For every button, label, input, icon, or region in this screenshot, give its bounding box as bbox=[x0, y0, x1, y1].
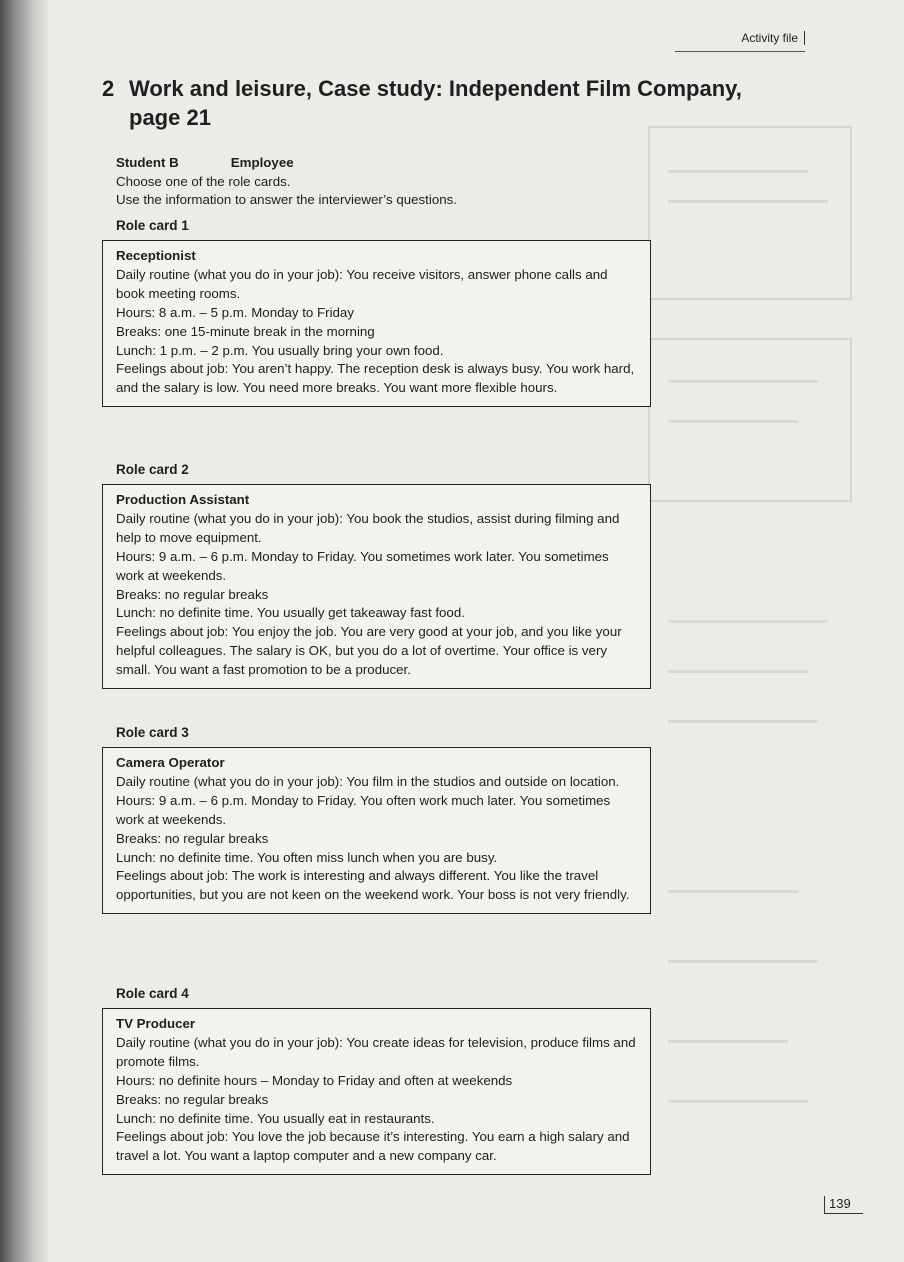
intro-block bbox=[116, 154, 656, 210]
role-card-title: Production Assistant bbox=[116, 492, 250, 507]
role-card-3-label: Role card 3 bbox=[116, 725, 189, 740]
role-card-line: Breaks: no regular breaks bbox=[116, 586, 269, 602]
role-card-1-label: Role card 1 bbox=[116, 218, 189, 233]
bleed-through-background bbox=[648, 60, 904, 1220]
intro-instruction-2: Use the information to answer the interviewer’s questions. bbox=[116, 192, 457, 207]
role-card-title: Camera Operator bbox=[116, 755, 225, 770]
role-card-line: Hours: 8 a.m. – 5 p.m. Monday to Friday bbox=[116, 304, 354, 320]
role-card-line: Lunch: 1 p.m. – 2 p.m. You usually bring your own food. bbox=[116, 342, 444, 358]
role-card-line: Feelings about job: You enjoy the job. You are very good at your job, and you like your helpful colleagues. The salary is OK, but you do a lot of overtime. Your office is very small. You want a fast promotion to be a producer. bbox=[116, 624, 622, 678]
header-text: Activity file bbox=[741, 31, 805, 45]
role-card-line: Breaks: no regular breaks bbox=[116, 830, 269, 846]
role-label: Employee bbox=[230, 155, 294, 170]
section-title-line1: Work and leisure, Case study: Independent Film Company, bbox=[129, 76, 742, 101]
role-card-line: Breaks: one 15-minute break in the morning bbox=[116, 323, 375, 339]
section-heading bbox=[102, 74, 742, 132]
role-card-line: Lunch: no definite time. You usually eat in restaurants. bbox=[116, 1110, 435, 1126]
role-card-4 bbox=[102, 1008, 651, 1175]
role-card-1 bbox=[102, 240, 651, 407]
role-card-line: Hours: 9 a.m. – 6 p.m. Monday to Friday. You sometimes work later. You sometimes work at weekends. bbox=[116, 548, 609, 583]
role-card-line: Hours: no definite hours – Monday to Friday and often at weekends bbox=[116, 1072, 513, 1088]
book-spine-shadow bbox=[0, 0, 48, 1262]
role-card-title: Receptionist bbox=[116, 248, 196, 263]
student-label: Student B bbox=[116, 155, 179, 170]
page-number: 139 bbox=[824, 1196, 863, 1214]
role-card-2-label: Role card 2 bbox=[116, 462, 189, 477]
role-card-line: Feelings about job: You love the job because it’s interesting. You earn a high salary and travel a lot. You want a laptop computer and a new company car. bbox=[116, 1129, 630, 1164]
role-card-title: TV Producer bbox=[116, 1016, 196, 1031]
section-number: 2 bbox=[102, 76, 115, 101]
role-card-2 bbox=[102, 484, 651, 689]
role-card-line: Feelings about job: You aren’t happy. The reception desk is always busy. You work hard, and the salary is low. You need more breaks. You want more flexible hours. bbox=[116, 361, 635, 396]
role-card-line: Lunch: no definite time. You often miss lunch when you are busy. bbox=[116, 849, 498, 865]
role-card-line: Lunch: no definite time. You usually get takeaway fast food. bbox=[116, 605, 465, 621]
role-card-line: Daily routine (what you do in your job): You create ideas for television, produce films and promote films. bbox=[116, 1034, 636, 1069]
role-card-line: Hours: 9 a.m. – 6 p.m. Monday to Friday. You often work much later. You sometimes work at weekends. bbox=[116, 792, 611, 827]
role-card-line: Daily routine (what you do in your job): You book the studios, assist during filming and help to move equipment. bbox=[116, 510, 620, 545]
running-header bbox=[675, 31, 805, 52]
role-card-line: Breaks: no regular breaks bbox=[116, 1091, 269, 1107]
role-card-line: Daily routine (what you do in your job): You receive visitors, answer phone calls and book meeting rooms. bbox=[116, 266, 608, 301]
role-card-line: Daily routine (what you do in your job): You film in the studios and outside on location. bbox=[116, 773, 620, 789]
role-card-3 bbox=[102, 747, 651, 914]
role-card-4-label: Role card 4 bbox=[116, 986, 189, 1001]
section-title-line2: page 21 bbox=[129, 105, 211, 130]
role-card-line: Feelings about job: The work is interesting and always different. You like the travel opportunities, but you are not keen on the weekend work. Your boss is not very friendly. bbox=[116, 868, 630, 903]
intro-instruction-1: Choose one of the role cards. bbox=[116, 173, 291, 189]
